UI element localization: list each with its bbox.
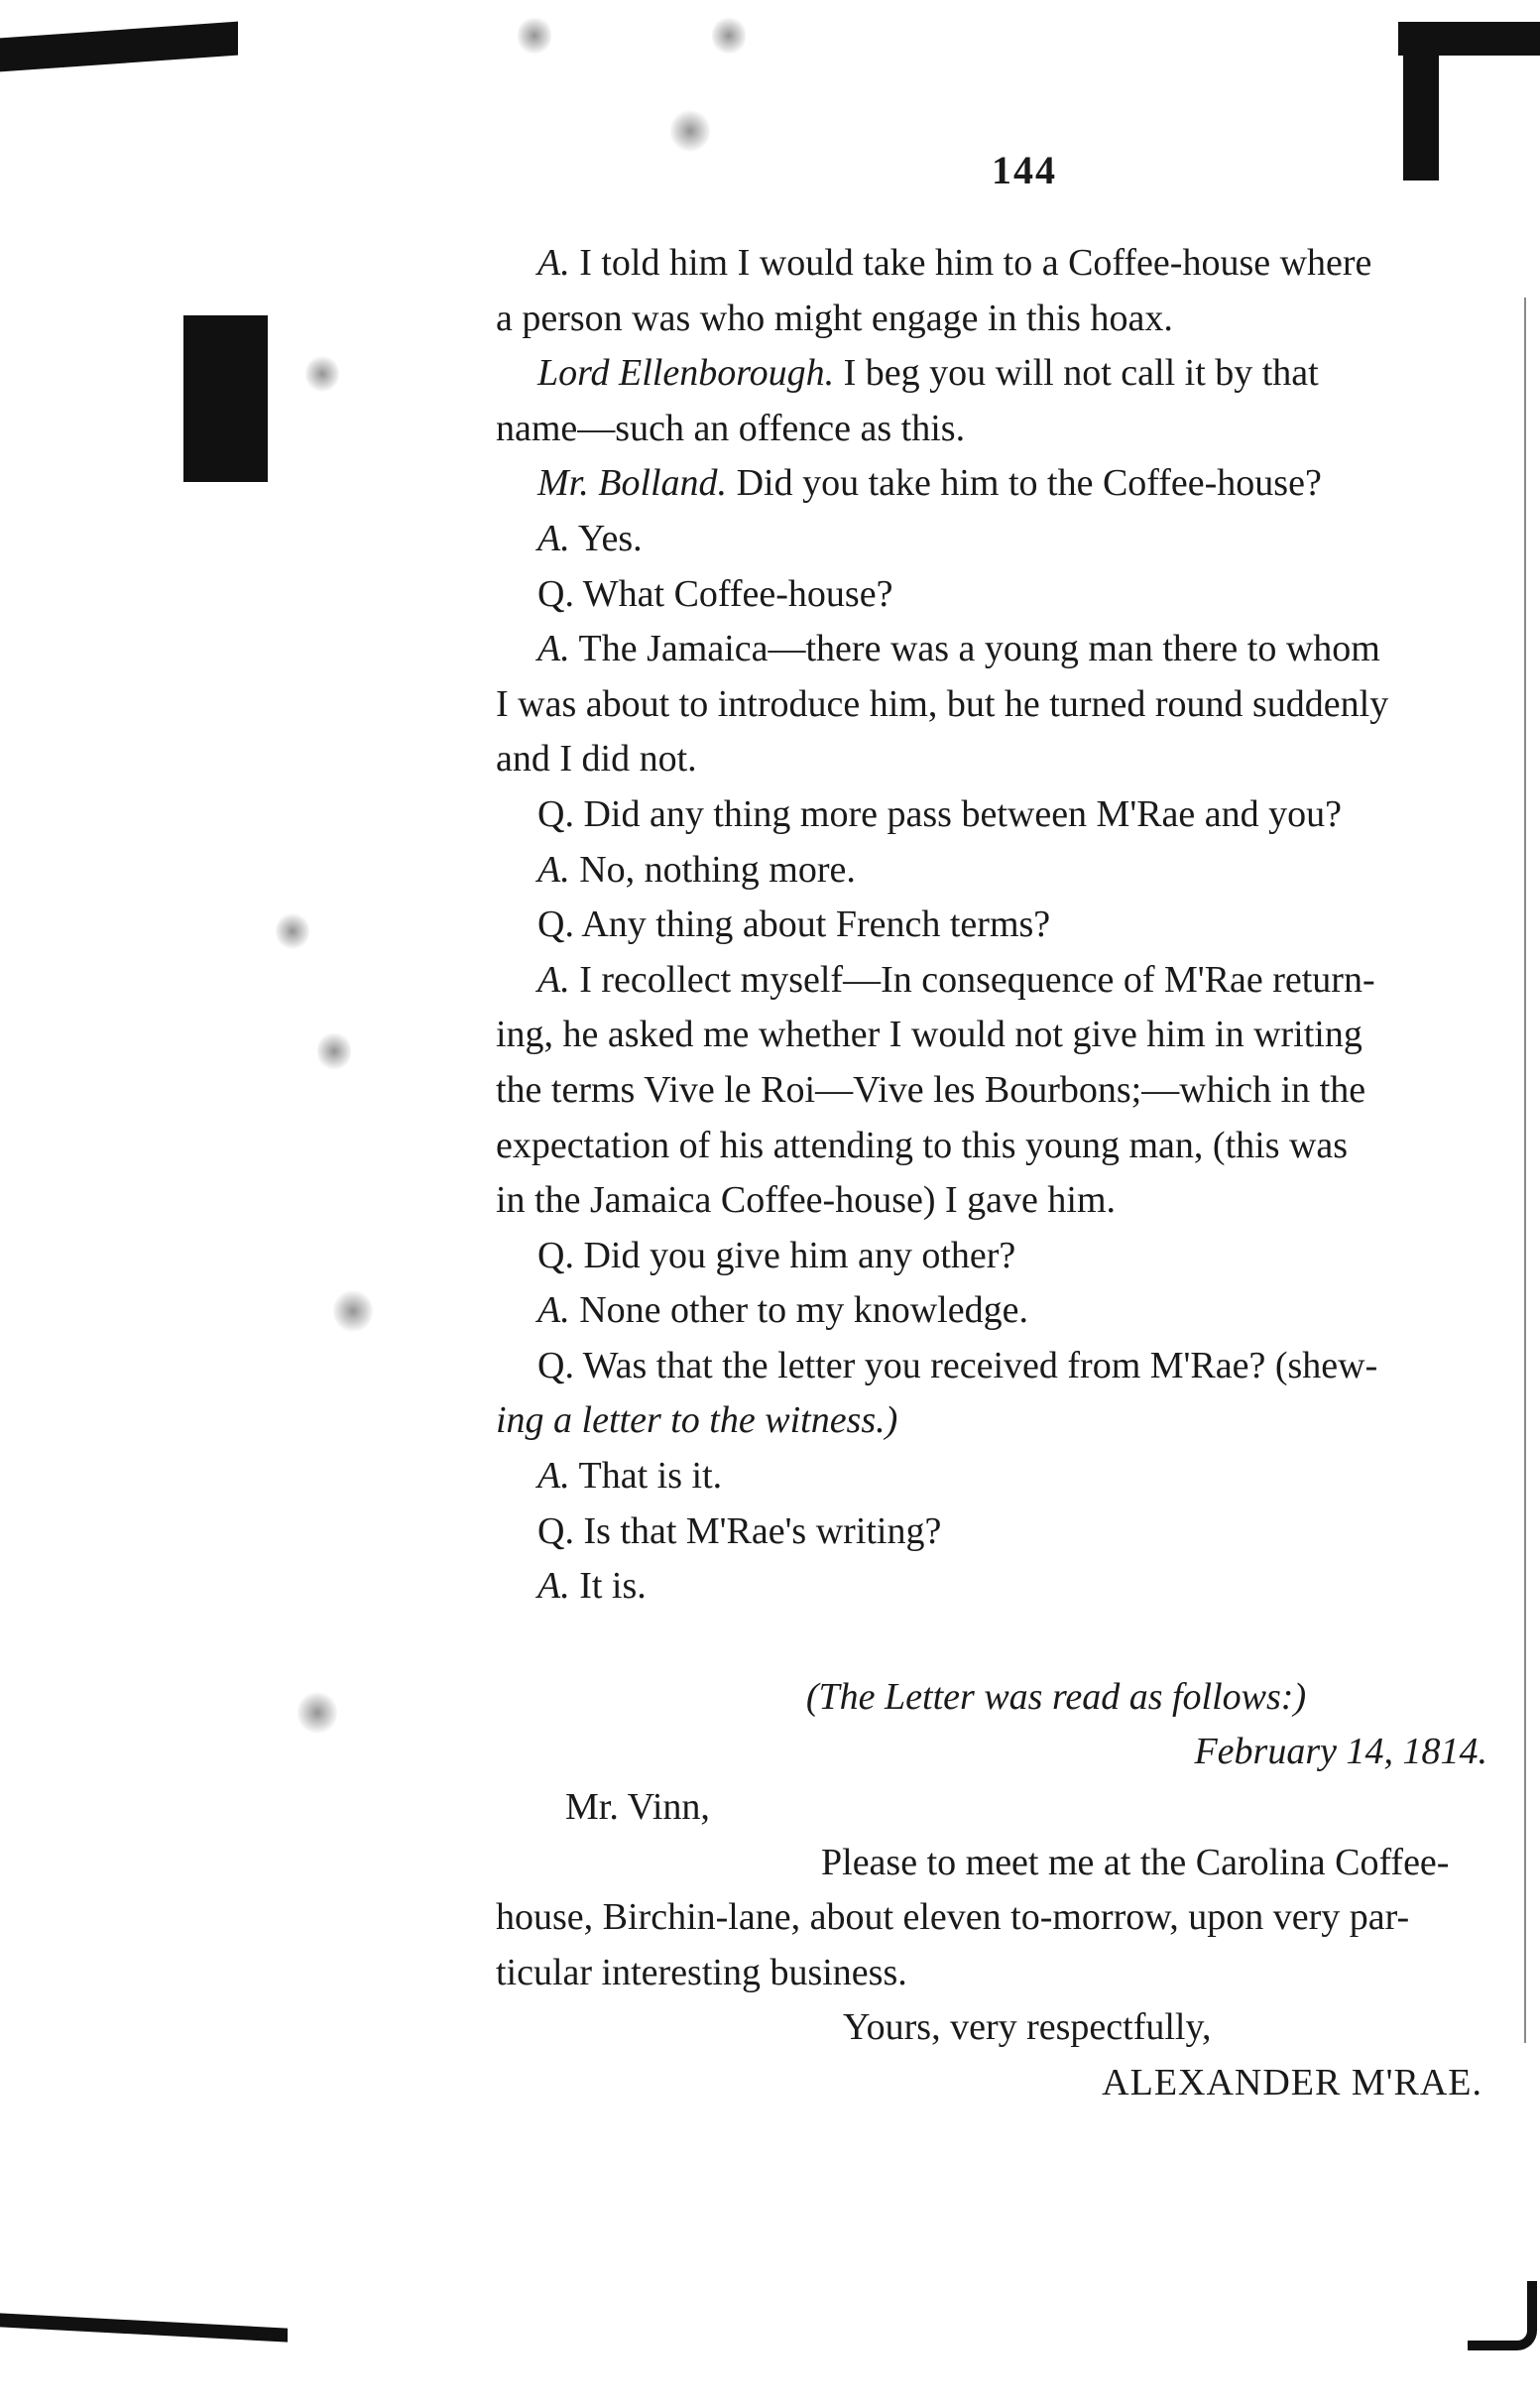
line-text: a person was who might engage in this hoax. bbox=[496, 297, 1173, 339]
line-text: Was that the letter you received from M'Rae? (shew- bbox=[582, 1344, 1378, 1386]
text-line bbox=[496, 1393, 1497, 1449]
text-line bbox=[496, 1559, 1497, 1615]
text-line bbox=[496, 512, 1497, 567]
spacer bbox=[496, 1615, 1497, 1670]
text-line bbox=[496, 1504, 1497, 1560]
text-line bbox=[496, 402, 1497, 457]
line-text: in the Jamaica Coffee-house) I gave him. bbox=[496, 1179, 1117, 1222]
text-line bbox=[496, 236, 1497, 292]
scan-smudge bbox=[317, 1031, 351, 1071]
text-line bbox=[496, 732, 1497, 787]
line-text: No, nothing more. bbox=[579, 848, 856, 891]
line-text: Did any thing more pass between M'Rae and you? bbox=[583, 792, 1342, 835]
text-line bbox=[496, 953, 1497, 1009]
letter-body-line: Please to meet me at the Carolina Coffee- bbox=[821, 1841, 1450, 1883]
speaker-label: A. bbox=[537, 628, 570, 670]
text-line bbox=[496, 1173, 1497, 1229]
text-line bbox=[496, 1063, 1497, 1119]
scan-smudge bbox=[333, 1289, 373, 1333]
speaker-label: Q. bbox=[537, 1344, 574, 1386]
line-text: The Jamaica—there was a young man there to whom bbox=[578, 628, 1380, 670]
speaker-label: A. bbox=[537, 517, 570, 559]
line-text: I beg you will not call it by that bbox=[843, 352, 1319, 395]
scan-mark-top-right-vertical bbox=[1403, 22, 1439, 180]
line-text: ing, he asked me whether I would not give him in writing bbox=[496, 1014, 1362, 1056]
text-line bbox=[496, 346, 1497, 402]
speaker-label: A. bbox=[537, 1565, 570, 1608]
line-text: I told him I would take him to a Coffee-house where bbox=[579, 242, 1372, 284]
text-line bbox=[496, 1283, 1497, 1339]
speaker-label: Mr. Bolland. bbox=[537, 462, 728, 505]
text-line bbox=[496, 456, 1497, 512]
letter-date: February 14, 1814. bbox=[1194, 1731, 1487, 1773]
scan-mark-bottom-right bbox=[1468, 2281, 1537, 2350]
scan-smudge bbox=[518, 16, 551, 56]
page-number: 144 bbox=[992, 148, 1057, 192]
line-text: ing a letter to the witness.) bbox=[496, 1399, 898, 1442]
letter-closing: Yours, very respectfully, bbox=[843, 2006, 1212, 2049]
line-text: Is that M'Rae's writing? bbox=[583, 1509, 942, 1552]
text-line bbox=[496, 622, 1497, 677]
speaker-label: A. bbox=[537, 958, 570, 1001]
line-text: It is. bbox=[579, 1565, 647, 1608]
text-line bbox=[496, 1449, 1497, 1504]
line-text: I was about to introduce him, but he turned round suddenly bbox=[496, 682, 1389, 725]
scan-smudge bbox=[305, 355, 339, 393]
scan-smudge bbox=[297, 1691, 337, 1735]
line-text: name—such an offence as this. bbox=[496, 407, 966, 449]
scan-smudge bbox=[276, 912, 309, 950]
line-text: Did you take him to the Coffee-house? bbox=[736, 462, 1322, 505]
scan-smudge bbox=[670, 109, 710, 153]
letter-body-line: ticular interesting business. bbox=[496, 1951, 907, 1993]
line-text: Yes. bbox=[577, 517, 643, 559]
text-line bbox=[496, 843, 1497, 899]
letter-intro: (The Letter was read as follows:) bbox=[805, 1675, 1307, 1718]
line-text: and I did not. bbox=[496, 738, 697, 781]
line-text: Did you give him any other? bbox=[583, 1234, 1016, 1276]
speaker-label: A. bbox=[537, 1455, 570, 1498]
letter-signature: ALEXANDER M'RAE. bbox=[1102, 2062, 1482, 2104]
line-text: Any thing about French terms? bbox=[581, 903, 1051, 946]
text-line bbox=[496, 567, 1497, 623]
document-body bbox=[496, 236, 1497, 2111]
text-line bbox=[496, 787, 1497, 843]
speaker-label: A. bbox=[537, 848, 570, 891]
text-line bbox=[496, 1229, 1497, 1284]
speaker-label: A. bbox=[537, 1289, 570, 1332]
scan-mark-bottom-left bbox=[0, 2313, 288, 2342]
text-line bbox=[496, 292, 1497, 347]
line-text: expectation of his attending to this young man, (this was bbox=[496, 1124, 1349, 1166]
line-text: the terms Vive le Roi—Vive les Bourbons;—which in the bbox=[496, 1068, 1366, 1111]
line-text: None other to my knowledge. bbox=[579, 1289, 1028, 1332]
scan-mark-top-left bbox=[0, 22, 238, 72]
speaker-label: Lord Ellenborough. bbox=[537, 352, 835, 395]
speaker-label: Q. bbox=[537, 1234, 574, 1276]
page-edge-line bbox=[1524, 298, 1526, 2043]
scan-mark-left-bar bbox=[183, 315, 268, 482]
line-text: What Coffee-house? bbox=[582, 572, 893, 615]
text-line bbox=[496, 677, 1497, 733]
letter-salutation: Mr. Vinn, bbox=[565, 1786, 710, 1829]
line-text: I recollect myself—In consequence of M'Rae return- bbox=[579, 958, 1375, 1001]
line-text: That is it. bbox=[578, 1455, 723, 1498]
text-line bbox=[496, 898, 1497, 953]
text-line bbox=[496, 1008, 1497, 1063]
speaker-label: Q. bbox=[537, 903, 574, 946]
speaker-label: A. bbox=[537, 242, 570, 284]
speaker-label: Q. bbox=[537, 792, 574, 835]
speaker-label: Q. bbox=[537, 1509, 574, 1552]
scan-smudge bbox=[712, 16, 746, 56]
text-line bbox=[496, 1339, 1497, 1394]
letter-body-line: house, Birchin-lane, about eleven to-morrow, upon very par- bbox=[496, 1896, 1410, 1939]
text-line bbox=[496, 1119, 1497, 1174]
speaker-label: Q. bbox=[537, 572, 574, 615]
